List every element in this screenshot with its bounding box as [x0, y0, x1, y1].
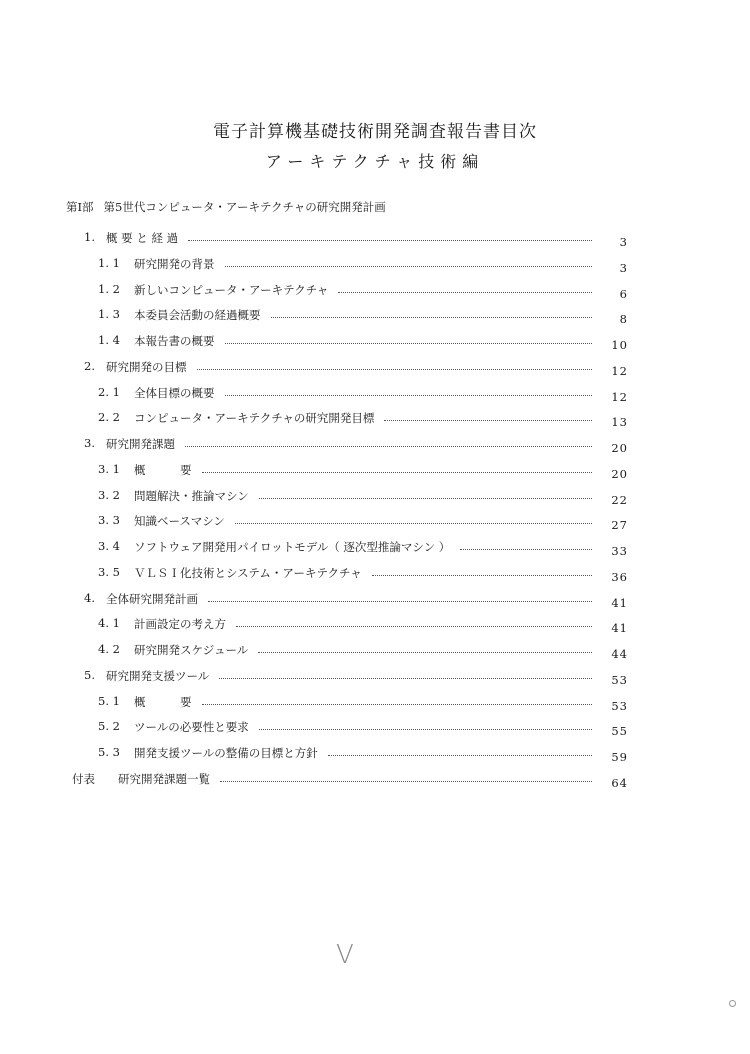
toc-entry [84, 590, 628, 610]
toc-entry-number: 3. 2 [98, 487, 120, 502]
toc-entry-number: 3. 1 [98, 461, 120, 476]
toc-entry-title: ツールの必要性と要求 [134, 720, 249, 735]
toc-leader-dots [460, 533, 592, 550]
toc-leader-dots [235, 507, 592, 524]
toc-entry-page-number: 27 [611, 518, 628, 533]
toc-leader-dots [219, 662, 592, 679]
toc-entry-title: 新しいコンピュータ・アーキテクチャ [134, 282, 329, 297]
toc-leader-dots [372, 559, 592, 576]
toc-entry-number: 付表 [72, 771, 95, 786]
punch-hole-mark [729, 1000, 736, 1007]
toc-leader-dots [259, 482, 592, 499]
toc-entry-page-number: 13 [611, 415, 628, 430]
toc-leader-dots [259, 713, 592, 730]
toc-entry-page-number: 3 [619, 260, 628, 275]
toc-entry-page-number: 33 [611, 544, 628, 558]
toc-entry-page-number: 41 [611, 595, 628, 610]
toc-entry-title: 研究開発の目標 [106, 359, 187, 374]
toc-entry-page-number: 8 [619, 312, 628, 327]
toc-entry [98, 564, 628, 584]
toc-entry-page-number: 53 [611, 698, 628, 713]
toc-leader-dots [225, 379, 593, 396]
toc-entry [72, 771, 628, 790]
toc-entry [98, 642, 628, 661]
toc-leader-dots [258, 636, 592, 653]
toc-entry-title: 問題解決・推論マシン [134, 488, 249, 503]
toc-entry-title: 概 要 [134, 694, 192, 709]
toc-entry-title: 本委員会活動の経過概要 [134, 308, 261, 323]
toc-leader-dots [225, 327, 593, 344]
toc-entry [98, 539, 628, 558]
toc-entry-title: 研究開発の背景 [134, 256, 215, 271]
toc-entry [98, 513, 628, 533]
toc-entry-page-number: 12 [611, 363, 628, 378]
toc-entry-number: 2. [84, 358, 95, 373]
toc-leader-dots [208, 585, 592, 602]
toc-entry-title: 開発支援ツールの整備の目標と方針 [134, 746, 318, 760]
document-subtitle: アーキテクチャ技術編 [265, 152, 485, 171]
toc-entry [98, 693, 628, 713]
toc-entry-number: 4. [84, 590, 95, 605]
toc-entry-page-number: 44 [611, 647, 628, 661]
part-title: 第5世代コンピュータ・アーキテクチャの研究開発計画 [103, 200, 386, 214]
toc-entry-title: ソフトウェア開発用パイロットモデル（ 逐次型推論マシン ） [134, 540, 451, 554]
toc-entry [98, 255, 628, 275]
toc-entry-title: 本報告書の概要 [134, 334, 215, 348]
toc-entry-title: 全体目標の概要 [134, 385, 215, 400]
toc-entry-number: 2. 2 [98, 410, 120, 425]
toc-entry [98, 487, 628, 507]
toc-entry-page-number: 55 [611, 724, 628, 739]
toc-entry-page-number: 41 [611, 621, 628, 636]
toc-entry-title: 研究開発スケジュール [134, 643, 249, 657]
toc-entry [84, 230, 628, 249]
toc-entry-title: ＶＬＳＩ化技術とシステム・アーキテクチャ [134, 565, 362, 580]
toc-entry-number: 5. 3 [98, 745, 120, 759]
document-title: 電子計算機基礎技術開発調査報告書目次 [213, 122, 537, 142]
toc-entry-title: 研究開発課題一覧 [118, 771, 210, 786]
toc-entry-title: 研究開発支援ツール [106, 668, 210, 683]
toc-entry-title: 全体研究開発計画 [106, 591, 198, 606]
toc-entry-page-number: 64 [611, 775, 628, 790]
toc-entry [98, 745, 628, 764]
toc-entry-number: 3. 4 [98, 539, 120, 553]
toc-entry [84, 358, 628, 378]
toc-entry [98, 461, 628, 481]
toc-entry-page-number: 36 [611, 569, 628, 584]
toc-leader-dots [202, 688, 593, 705]
toc-entry-number: 1. 4 [98, 333, 120, 347]
toc-leader-dots [236, 610, 592, 627]
toc-leader-dots [202, 456, 593, 473]
toc-entry-title: コンピュータ・アーキテクチャの研究開発目標 [134, 411, 375, 426]
page-numeral: V [336, 940, 354, 970]
toc-entry-number: 1. 3 [98, 307, 120, 322]
toc-entry-page-number: 3 [619, 235, 628, 249]
toc-entry [98, 333, 628, 352]
toc-entry-page-number: 10 [611, 338, 628, 352]
toc-entry-number: 5. 2 [98, 719, 120, 734]
toc-entry-title: 知識ベースマシン [134, 514, 225, 529]
toc-entry [98, 719, 628, 739]
toc-leader-dots [220, 765, 592, 782]
toc-entry [98, 410, 628, 430]
toc-entry [98, 616, 628, 636]
toc-entry-title: 概 要 [134, 462, 192, 477]
toc-entry-page-number: 53 [611, 672, 628, 687]
toc-entry-number: 1. 2 [98, 281, 120, 296]
part-number: 第Ⅰ部 [66, 200, 94, 214]
toc-entry-number: 4. 2 [98, 642, 120, 656]
toc-entry [84, 436, 628, 455]
toc-entry-number: 3. 3 [98, 513, 120, 528]
toc-leader-dots [384, 404, 592, 421]
toc-leader-dots [328, 739, 592, 756]
toc-leader-dots [188, 224, 592, 241]
toc-entry-page-number: 6 [619, 286, 628, 301]
toc-entry-number: 5. 1 [98, 693, 120, 708]
toc-entry-number: 5. [84, 667, 95, 682]
toc-entry [98, 384, 628, 404]
toc-entry-number: 1. 1 [98, 255, 120, 270]
toc-entry [98, 281, 628, 301]
toc-entry-number: 3. [84, 436, 95, 450]
toc-entry-title: 計画設定の考え方 [134, 617, 226, 632]
toc-entry-title: 概 要 と 経 過 [106, 231, 179, 245]
toc-leader-dots [197, 353, 593, 370]
toc-leader-dots [225, 250, 593, 267]
toc-leader-dots [185, 430, 592, 447]
toc-leader-dots [338, 276, 592, 293]
toc-entry [84, 667, 628, 687]
toc-entry-number: 2. 1 [98, 384, 120, 399]
toc-entry-page-number: 12 [611, 389, 628, 404]
toc-entry-page-number: 20 [611, 466, 628, 481]
toc-entry-number: 3. 5 [98, 564, 120, 579]
toc-leader-dots [271, 301, 593, 318]
toc-entry-page-number: 59 [611, 750, 628, 764]
toc-entry-number: 1. [84, 230, 95, 244]
toc-entry-title: 研究開発課題 [106, 437, 175, 451]
toc-entry-number: 4. 1 [98, 616, 120, 631]
toc-entry-page-number: 20 [611, 441, 628, 455]
part-heading [66, 199, 396, 215]
toc-entry [98, 307, 628, 327]
toc-entry-page-number: 22 [611, 492, 628, 507]
